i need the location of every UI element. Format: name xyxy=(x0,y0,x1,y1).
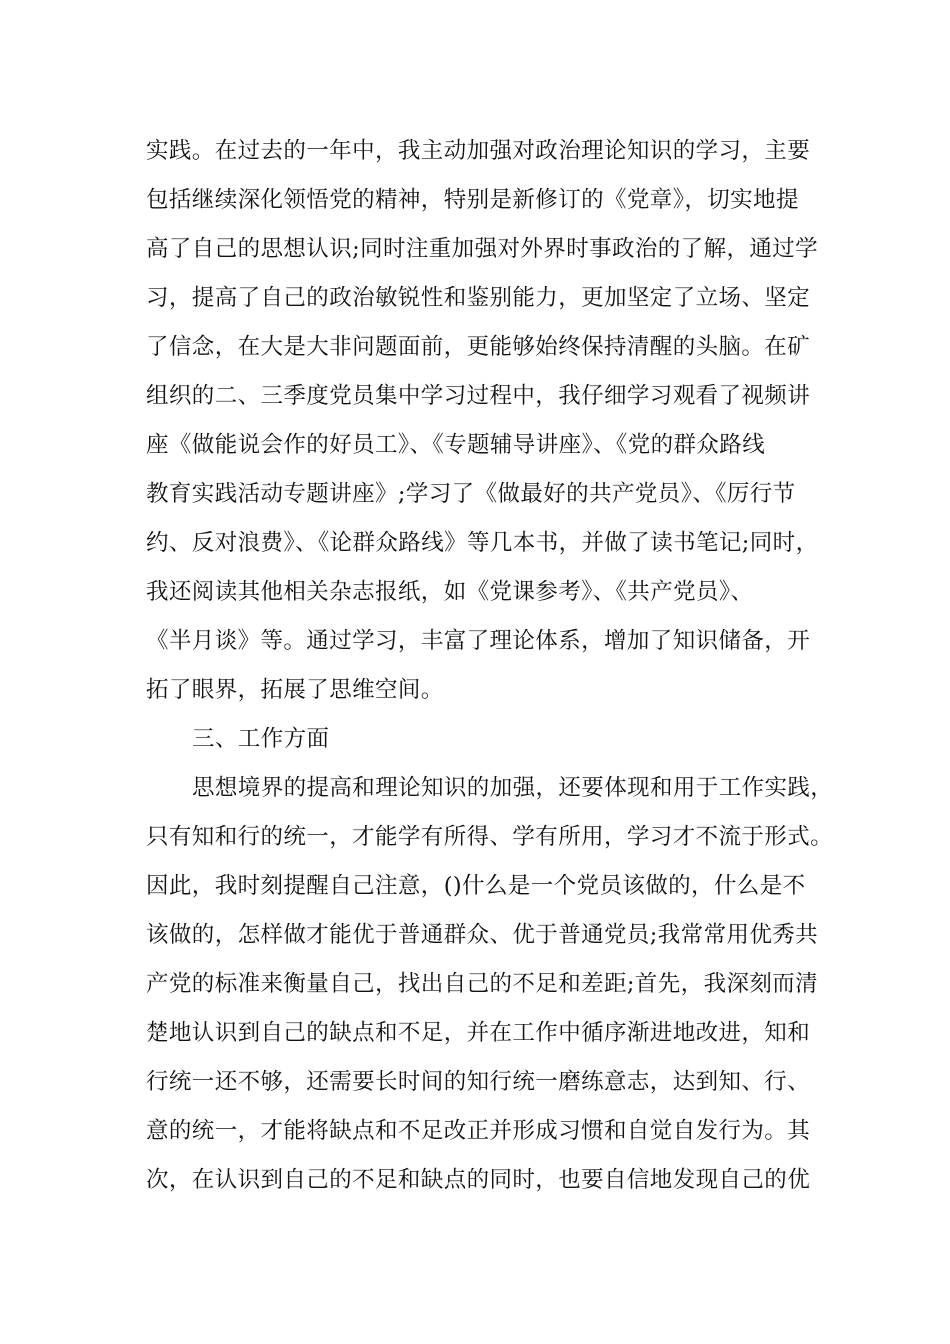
paragraph-line: 楚地认识到自己的缺点和不足，并在工作中循序渐进地改进，知和 xyxy=(146,1020,811,1046)
paragraph-line: 约、反对浪费》、《论群众路线》等几本书，并做了读书笔记;同时， xyxy=(146,530,819,556)
paragraph-line: 意的统一，才能将缺点和不足改正并形成习惯和自觉自发行为。其 xyxy=(146,1118,811,1144)
paragraph-line: 教育实践活动专题讲座》;学习了《做最好的共产党员》、《厉行节 xyxy=(146,481,796,507)
paragraph-line: 组织的二、三季度党员集中学习过程中，我仔细学习观看了视频讲 xyxy=(146,383,811,409)
paragraph-line: 该做的，怎样做才能优于普通群众、优于普通党员;我常常用优秀共 xyxy=(146,922,819,948)
paragraph-line: 只有知和行的统一，才能学有所得、学有所用，学习才不流于形式。 xyxy=(146,824,834,850)
paragraph-line: 实践。在过去的一年中，我主动加强对政治理论知识的学习，主要 xyxy=(146,138,811,164)
paragraph-line: 因此，我时刻提醒自己注意，()什么是一个党员该做的，什么是不 xyxy=(146,873,806,899)
paragraph-line: 思想境界的提高和理论知识的加强，还要体现和用于工作实践， xyxy=(192,775,834,801)
paragraph-line: 我还阅读其他相关杂志报纸，如《党课参考》、《共产党员》、 xyxy=(146,579,754,605)
paragraph-line: 行统一还不够，还需要长时间的知行统一磨练意志，达到知、行、 xyxy=(146,1069,811,1095)
paragraph-line: 座《做能说会作的好员工》、《专题辅导讲座》、《党的群众路线 xyxy=(146,432,766,458)
paragraph-line: 《半月谈》等。通过学习，丰富了理论体系，增加了知识储备，开 xyxy=(146,628,811,654)
section-heading: 三、工作方面 xyxy=(192,726,330,752)
paragraph-line: 产党的标准来衡量自己，找出自己的不足和差距;首先，我深刻而清 xyxy=(146,971,819,997)
paragraph-line: 高了自己的思想认识;同时注重加强对外界时事政治的了解，通过学 xyxy=(146,236,819,262)
paragraph-line: 次，在认识到自己的不足和缺点的同时，也要自信地发现自己的优 xyxy=(146,1167,811,1193)
paragraph-line: 包括继续深化领悟党的精神，特别是新修订的《党章》，切实地提 xyxy=(146,187,799,213)
paragraph-line: 了信念，在大是大非问题面前，更能够始终保持清醒的头脑。在矿 xyxy=(146,334,811,360)
paragraph-line: 习，提高了自己的政治敏锐性和鉴别能力，更加坚定了立场、坚定 xyxy=(146,285,811,311)
paragraph-line: 拓了眼界，拓展了思维空间。 xyxy=(146,677,444,703)
